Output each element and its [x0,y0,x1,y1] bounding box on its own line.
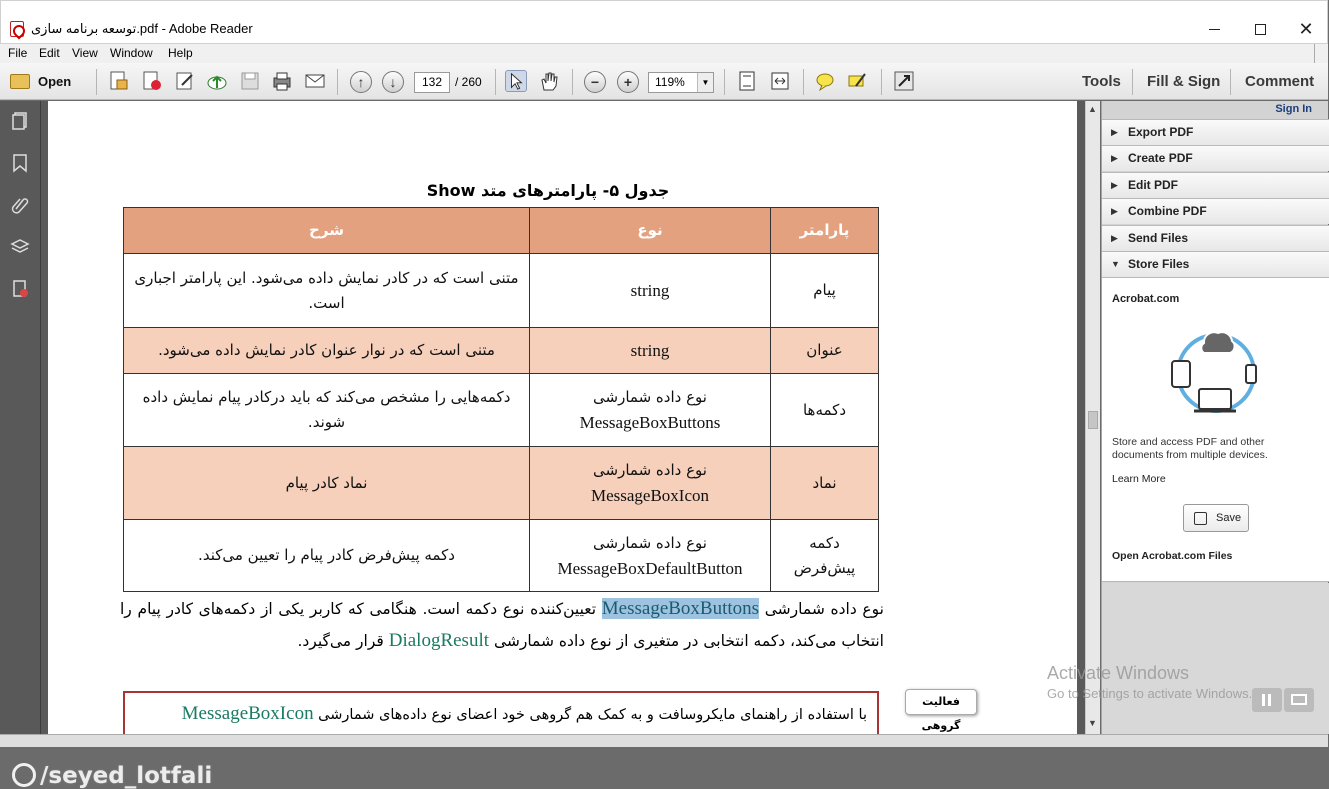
toolbar-separator [337,69,338,95]
cell-description: دکمه‌هایی را مشخص می‌کند که باید درکادر پیام نمایش داده شوند. [124,374,530,447]
tools-pane [1101,101,1328,734]
save-button[interactable] [1183,504,1249,532]
menubar-expand-handle[interactable] [1314,44,1326,63]
bookmarks-icon[interactable] [10,153,30,173]
chevron-down-icon[interactable]: ▼ [697,73,713,92]
store-files-item[interactable] [1102,251,1329,277]
highlight-icon[interactable] [846,70,868,92]
cell-param: پیام [771,254,879,328]
paragraph-text: نوع داده شمارشی [759,600,884,618]
cell-param: دکمه پیش‌فرض [771,520,879,592]
tools-pane-empty-area [1102,583,1329,734]
cell-type-fa: نوع داده شمارشی [593,388,707,406]
toolbar-separator [724,69,725,95]
maximize-icon [1255,24,1266,35]
toolbar-separator [1132,69,1133,95]
cell-param: عنوان [771,328,879,374]
paragraph-text: تعیین‌کننده نوع دکمه است. هنگامی که کاربر یکی از دکمه‌های کادر پیام را انتخاب می‌کند، دکمه انتخابی در متغیری از نوع داده شمارشی [120,600,884,650]
triangle-right-icon: ▶ [1111,233,1118,243]
close-icon: ✕ [1298,18,1314,39]
table-row [124,520,879,592]
edit-pdf-item[interactable] [1102,172,1329,198]
scroll-down-icon[interactable]: ▼ [1088,718,1097,728]
save-label: Save [1216,512,1242,524]
minimize-button[interactable] [1191,15,1237,43]
table-row [124,328,879,374]
sticky-note-icon[interactable] [814,70,836,92]
scrollbar-thumb[interactable] [1088,411,1098,429]
triangle-right-icon: ▶ [1111,127,1118,137]
activity-text: با استفاده از راهنمای مایکروسافت و به کمک هم گروهی خود اعضای نوع داده‌های شمارشی [313,707,867,723]
film-reel-icon [12,763,36,787]
document-view[interactable] [40,101,1085,789]
export-pdf-item[interactable] [1102,119,1329,145]
cell-type [530,447,771,520]
send-files-item[interactable] [1102,225,1329,251]
header-type: نوع [530,208,771,254]
table-header-row [124,208,879,254]
fit-page-icon[interactable] [736,70,758,92]
create-pdf-item[interactable] [1102,145,1329,171]
activate-title: Activate Windows [1047,663,1190,683]
toolbar-separator [96,69,97,95]
triangle-down-icon: ▼ [1111,259,1120,269]
menu-edit[interactable]: Edit [39,46,60,60]
create-pdf-icon[interactable] [108,70,130,92]
minus-icon: − [590,74,600,90]
menu-file[interactable]: File [8,46,28,60]
store-files-panel [1102,277,1329,582]
activate-windows-notice [1047,663,1252,701]
table-caption: جدول ۵- پارامترهای متد Show [426,181,670,200]
cell-type-fa: نوع داده شمارشی [593,461,707,479]
triangle-right-icon: ▶ [1111,180,1118,190]
cell-type-fa: نوع داده شمارشی [593,533,707,552]
screen-button[interactable] [1284,688,1314,712]
edit-form-icon[interactable] [174,70,196,92]
triangle-right-icon: ▶ [1111,206,1118,216]
cell-type: string [530,254,771,328]
arrow-up-icon: ↑ [357,74,365,90]
code-dialogresult: DialogResult [388,630,490,651]
layers-icon[interactable] [10,237,30,257]
table-row [124,447,879,520]
header-param: پارامتر [771,208,879,254]
fit-width-icon[interactable] [769,70,791,92]
screen-icon [1291,694,1307,705]
body-paragraph [120,593,884,657]
code-messageboxbuttons[interactable]: MessageBoxButtons [601,598,760,619]
folder-open-icon [10,74,30,89]
cell-description: نماد کادر پیام [124,447,530,520]
cell-type-en: MessageBoxIcon [590,486,710,505]
adobe-reader-icon [10,21,24,37]
cell-description: متنی است که در نوار عنوان کادر نمایش داده می‌شود. [124,328,530,374]
hand-tool-icon[interactable] [538,70,560,92]
cell-param: نماد [771,447,879,520]
item-label: Create PDF [1128,151,1193,165]
learn-more-link[interactable]: Learn More [1112,473,1166,485]
navigation-pane [0,101,41,734]
zoom-in-button[interactable] [617,71,639,93]
channel-watermark [12,763,212,789]
share-pdf-icon[interactable] [141,70,163,92]
item-label: Send Files [1128,231,1189,245]
scroll-up-icon[interactable]: ▲ [1088,104,1097,114]
cell-description: دکمه پیش‌فرض کادر پیام را تعیین می‌کند. [124,520,530,592]
item-label: Store Files [1128,257,1190,271]
paragraph-text: قرار می‌گیرد. [297,632,389,650]
cloud-devices-icon [1166,321,1266,421]
cell-type-en: MessageBoxButtons [579,413,721,432]
open-label: Open [38,73,72,89]
main-toolbar [0,63,1328,100]
table-row [124,254,879,328]
status-strip [0,734,1328,747]
signatures-icon[interactable] [10,279,30,299]
toolbar-separator [572,69,573,95]
item-label: Export PDF [1128,125,1194,139]
save-disk-icon [1194,512,1207,525]
toolbar-separator [881,69,882,95]
plus-icon: + [623,74,633,90]
page-number-input[interactable]: 132 [414,72,450,93]
zoom-value: 119% [655,75,685,89]
cell-param: دکمه‌ها [771,374,879,447]
cell-type-en: MessageBoxDefaultButton [557,558,743,578]
title-bar [0,0,1328,44]
code-messageboxicon: MessageBoxIcon [181,703,314,724]
full-screen-icon[interactable] [893,70,915,92]
toolbar-separator [803,69,804,95]
previous-page-button[interactable] [350,71,372,93]
cell-type [530,374,771,447]
item-label: Combine PDF [1128,204,1207,218]
menu-bar [0,44,1328,63]
item-label: Edit PDF [1128,178,1178,192]
tab-tools[interactable]: Tools [1082,73,1121,90]
menu-window[interactable]: Window [110,46,153,60]
open-acrobat-files-link[interactable]: Open Acrobat.com Files [1112,550,1233,562]
upload-cloud-icon[interactable] [206,70,228,92]
vertical-scrollbar[interactable] [1085,101,1100,734]
tab-comment[interactable]: Comment [1245,73,1315,90]
triangle-right-icon: ▶ [1111,153,1118,163]
print-icon[interactable] [271,70,293,92]
next-page-button[interactable] [382,71,404,93]
combine-pdf-item[interactable] [1102,198,1329,224]
page-thumbnails-icon[interactable] [10,111,30,131]
page-total: / 260 [455,75,482,89]
zoom-select[interactable] [648,72,714,93]
parameters-table [123,207,879,592]
select-tool-icon[interactable] [505,70,527,92]
toolbar-separator [495,69,496,95]
sign-in-link[interactable]: Sign In [1275,103,1312,115]
zoom-out-button[interactable] [584,71,606,93]
menu-help[interactable]: Help [168,46,193,60]
open-button[interactable] [10,69,82,93]
watermark-text: /seyed_lotfali [40,763,213,789]
minimize-icon [1209,29,1220,30]
email-icon[interactable] [304,70,326,92]
group-activity-tag: فعالیت گروهی [905,689,977,715]
cell-type [530,520,771,592]
pause-icon [1262,694,1265,706]
table-row [124,374,879,447]
save-icon[interactable] [239,70,261,92]
activate-subtitle: Go to Settings to activate Windows. [1047,686,1253,701]
toolbar-separator [1230,69,1231,95]
cell-description: متنی است که در کادر نمایش داده می‌شود. این پارامتر اجباری است. [124,254,530,328]
pdf-page [48,101,1077,741]
attachments-icon[interactable] [10,195,30,215]
arrow-down-icon: ↓ [389,74,397,90]
header-description: شرح [124,208,530,254]
menu-view[interactable]: View [72,46,98,60]
pause-button[interactable] [1252,688,1282,712]
acrobat-com-title: Acrobat.com [1112,293,1180,305]
maximize-button[interactable] [1237,15,1283,43]
close-button[interactable] [1283,15,1329,43]
cell-type: string [530,328,771,374]
window-title: توسعه برنامه سازی.pdf - Adobe Reader [31,21,253,36]
panel-description: Store and access PDF and other documents from multiple devices. [1112,436,1268,461]
tab-fill-sign[interactable]: Fill & Sign [1147,73,1221,90]
